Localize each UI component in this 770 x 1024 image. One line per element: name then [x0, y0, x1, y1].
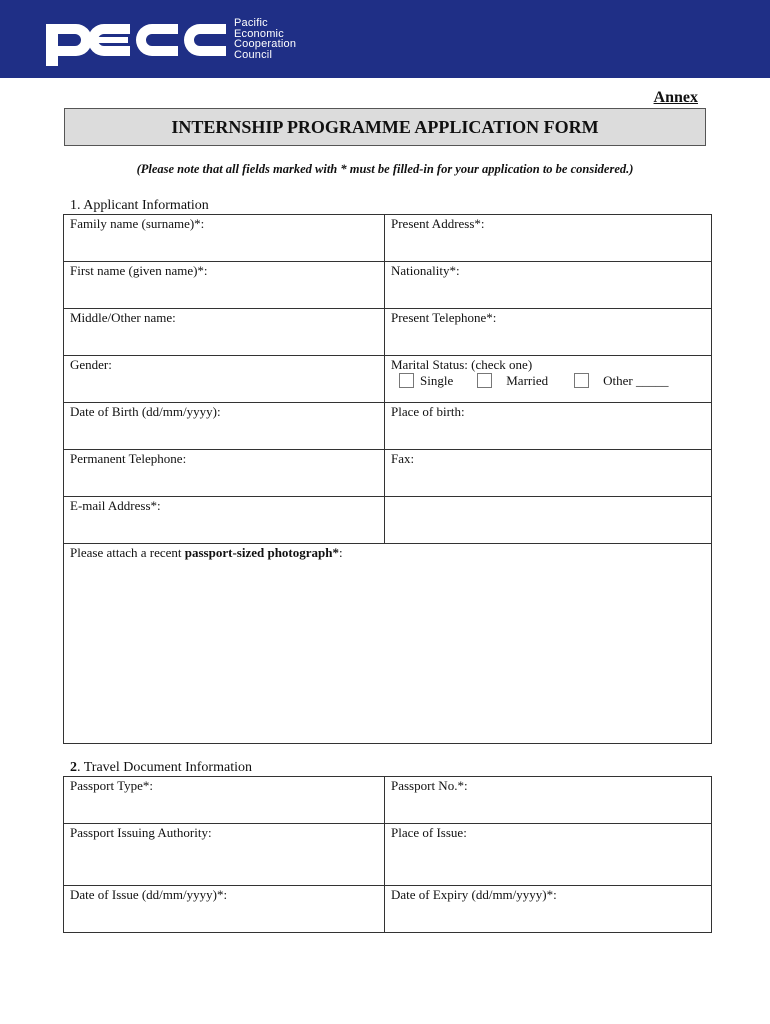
section-2-title	[70, 760, 252, 776]
field-label: First name (given name)*:	[70, 263, 208, 278]
option-single[interactable]	[391, 373, 453, 388]
form-title	[64, 108, 706, 146]
empty-cell	[385, 497, 712, 544]
option-label: Married	[506, 373, 549, 388]
field-label: Date of Birth (dd/mm/yyyy):	[70, 404, 221, 419]
form-title-text: INTERNSHIP PROGRAMME APPLICATION FORM	[171, 116, 599, 137]
header-banner	[0, 0, 770, 78]
field-label: Present Address*:	[391, 216, 485, 231]
present-telephone-field[interactable]	[385, 309, 712, 356]
field-label: Passport Type*:	[70, 778, 153, 793]
required-fields-note: (Please note that all fields marked with * must be filled-in for your application to be considered.)	[136, 162, 634, 176]
field-label: Date of Expiry (dd/mm/yyyy)*:	[391, 887, 557, 902]
place-of-issue-field[interactable]	[385, 824, 712, 886]
pecc-logo	[42, 16, 232, 68]
org-name-line: Pacific	[234, 17, 268, 29]
section-number: 2	[70, 760, 77, 775]
family-name-field[interactable]	[64, 215, 385, 262]
field-label: Family name (surname)*:	[70, 216, 205, 231]
travel-document-table	[63, 776, 712, 933]
section-name: Applicant Information	[83, 198, 209, 213]
photo-label-suffix: :	[338, 545, 343, 560]
marital-status-field	[385, 356, 712, 403]
org-name-line: Cooperation	[234, 38, 297, 50]
applicant-info-table	[63, 214, 712, 744]
annex-label: Annex	[653, 89, 698, 106]
field-label: Gender:	[70, 357, 112, 372]
present-address-field[interactable]	[385, 215, 712, 262]
option-label: Single	[420, 373, 454, 388]
field-label: E-mail Address*:	[70, 498, 161, 513]
section-number: 1.	[70, 198, 81, 213]
section-name: . Travel Document Information	[77, 760, 252, 775]
issuing-authority-field[interactable]	[64, 824, 385, 886]
date-of-issue-field[interactable]	[64, 886, 385, 933]
field-label: Place of Issue:	[391, 825, 467, 840]
field-label: Passport No.*:	[391, 778, 468, 793]
field-label: Present Telephone*:	[391, 310, 497, 325]
first-name-field[interactable]	[64, 262, 385, 309]
field-label: Middle/Other name:	[70, 310, 176, 325]
field-label: Passport Issuing Authority:	[70, 825, 212, 840]
option-married[interactable]	[469, 373, 548, 388]
org-name	[234, 18, 296, 60]
photo-attachment-area[interactable]	[64, 544, 712, 744]
org-name-line: Council	[234, 48, 273, 61]
field-label: Fax:	[391, 451, 415, 466]
marital-status-options	[391, 373, 705, 388]
single-checkbox[interactable]	[399, 373, 414, 388]
option-label: Other _____	[603, 373, 669, 388]
passport-type-field[interactable]	[64, 777, 385, 824]
place-of-birth-field[interactable]	[385, 403, 712, 450]
field-label: Date of Issue (dd/mm/yyyy)*:	[70, 887, 228, 902]
middle-name-field[interactable]	[64, 309, 385, 356]
field-label: Permanent Telephone:	[70, 451, 187, 466]
nationality-field[interactable]	[385, 262, 712, 309]
photo-label-bold: passport-sized photograph*	[184, 545, 339, 560]
gender-field[interactable]	[64, 356, 385, 403]
photo-label-prefix: Please attach a recent	[70, 545, 185, 560]
field-label: Place of birth:	[391, 404, 465, 419]
other-checkbox[interactable]	[574, 373, 589, 388]
email-field[interactable]	[64, 497, 385, 544]
section-1-title	[70, 198, 209, 214]
org-name-line: Economic	[234, 27, 284, 40]
permanent-telephone-field[interactable]	[64, 450, 385, 497]
passport-number-field[interactable]	[385, 777, 712, 824]
option-other[interactable]	[566, 373, 668, 388]
date-of-expiry-field[interactable]	[385, 886, 712, 933]
field-label: Marital Status: (check one)	[391, 357, 533, 372]
fax-field[interactable]	[385, 450, 712, 497]
date-of-birth-field[interactable]	[64, 403, 385, 450]
married-checkbox[interactable]	[477, 373, 492, 388]
field-label: Nationality*:	[391, 263, 460, 278]
